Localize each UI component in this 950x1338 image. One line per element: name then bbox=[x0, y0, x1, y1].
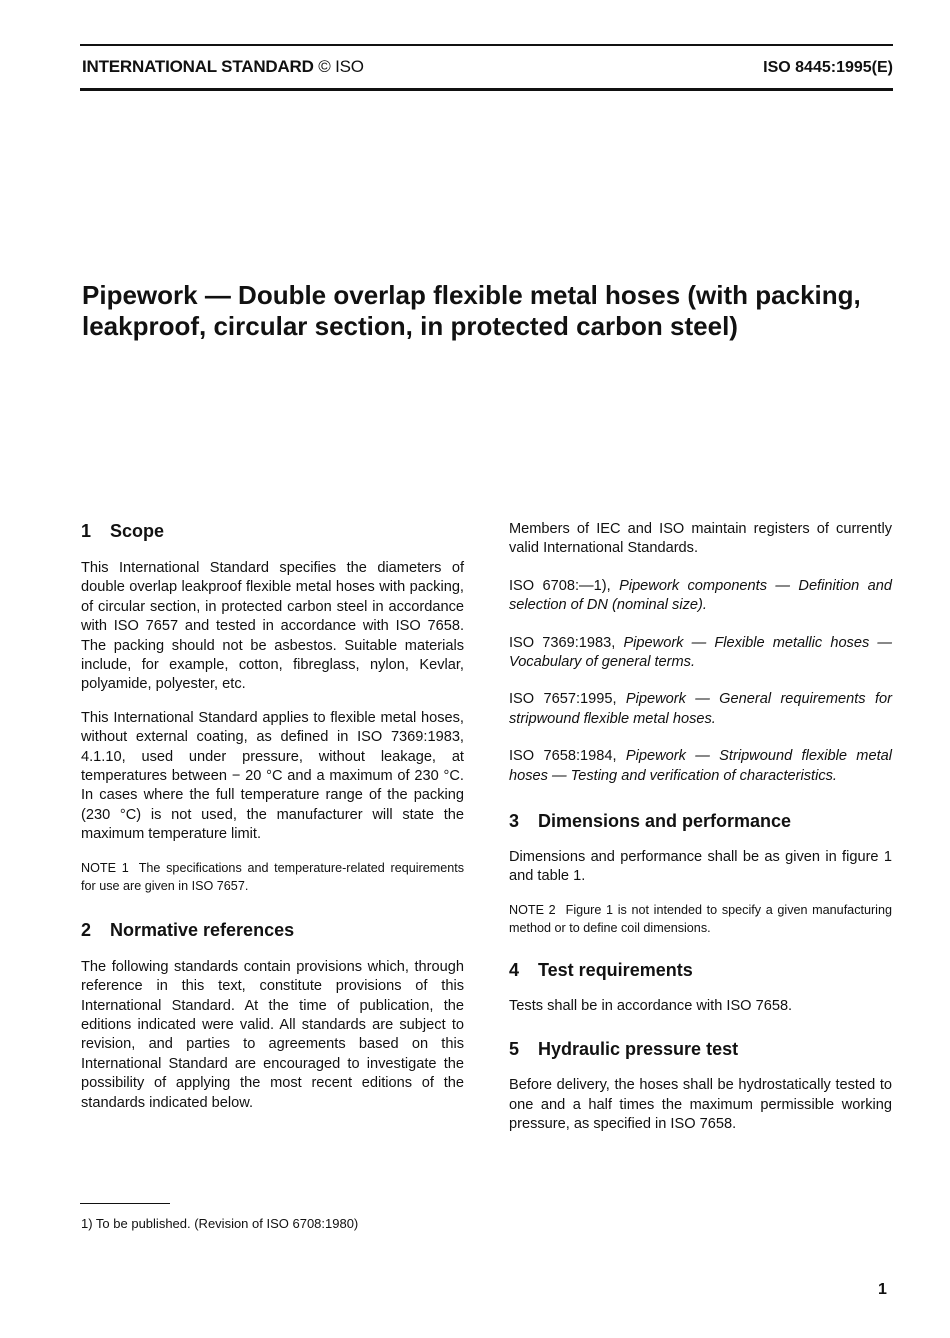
section-title: Test requirements bbox=[538, 959, 693, 980]
reference-code: ISO 7369:1983, bbox=[509, 634, 616, 651]
hydraulic-paragraph: Before delivery, the hoses shall be hydrostatically tested to one and a half times the maximum permissible working pressure, as specified in ISO 7658. bbox=[509, 1077, 892, 1133]
reference-code: ISO 7658:1984, bbox=[509, 748, 617, 765]
note-label: NOTE 2 bbox=[509, 902, 556, 917]
reference-title: Pipework components — Definition and selection of DN (nominal size). bbox=[509, 577, 892, 614]
note-text: Figure 1 is not intended to specify a given manufacturing method or to define coil dimensions. bbox=[509, 902, 892, 935]
note-text: The specifications and temperature-related requirements for use are given in ISO 7657. bbox=[81, 860, 464, 893]
section-1-heading bbox=[81, 520, 464, 542]
reference-code: ISO 7657:1995, bbox=[509, 691, 617, 708]
test-paragraph: Tests shall be in accordance with ISO 7658. bbox=[509, 997, 793, 1014]
copyright-mark: © ISO bbox=[318, 57, 364, 76]
header-bottom-rule bbox=[80, 88, 893, 91]
section-number: 1 bbox=[81, 521, 92, 541]
reference-item bbox=[509, 634, 892, 673]
scope-paragraph-1: This International Standard specifies the diameters of double overlap leakproof flexible metal hoses with packing, of circular section, in protected carbon steel in accordance with ISO 7657 and tested in accordance with ISO 7658. The packing should not be asbestos. Suitable materials include, for example, cotton, fibreglass, nylon, Kevlar, polyamide, polyester, etc. bbox=[81, 560, 464, 693]
section-title: Hydraulic pressure test bbox=[538, 1039, 739, 1060]
note-2 bbox=[509, 901, 892, 937]
normative-paragraph-2: Members of IEC and ISO maintain registers of currently valid International Standards. bbox=[509, 521, 892, 557]
standard-number: ISO 8445:1995(E) bbox=[763, 59, 893, 76]
note-label: NOTE 1 bbox=[81, 860, 129, 875]
scope-paragraph-2: This International Standard applies to flexible metal hoses, without external coating, as defined in ISO 7369:1983, 4.1.10, used under pressure, without leakage, at temperatures between − 20 °C and a maximum of 230 °C. In cases where the full temperature range of the packing (230 °C) is not used, the manufacturer will state the maximum temperature limit. bbox=[81, 709, 464, 843]
section-number: 3 bbox=[509, 811, 520, 832]
page-number: 1 bbox=[878, 1281, 887, 1298]
reference-title: Pipework — Stripwound flexible metal hoses — Testing and verification of characteristics. bbox=[509, 748, 892, 784]
reference-title: Pipework — Flexible metallic hoses — Vocabulary of general terms. bbox=[509, 634, 892, 671]
left-column bbox=[81, 520, 464, 1113]
document-title: Pipework — Double overlap flexible metal hoses (with packing, leakproof, circular section, in protected carbon steel) bbox=[82, 280, 861, 341]
section-title: Scope bbox=[110, 521, 165, 541]
section-number: 5 bbox=[509, 1039, 520, 1060]
section-title: Dimensions and performance bbox=[538, 811, 792, 832]
section-number: 4 bbox=[509, 959, 520, 980]
reference-item bbox=[509, 747, 892, 786]
normative-paragraph-1: The following standards contain provisions which, through reference in this text, constitute provisions of this International Standard. At the time of publication, the editions indicated were valid. All standards are subject to revision, and parties to agreements based on this International Standard are encouraged to investigate the possibility of applying the most recent editions of the standards indicated below. bbox=[81, 958, 464, 1111]
reference-title: Pipework — General requirements for stripwound flexible metal hoses. bbox=[509, 691, 892, 727]
reference-item bbox=[509, 690, 892, 729]
right-column bbox=[509, 520, 892, 1135]
reference-code: ISO 6708:—1), bbox=[509, 577, 611, 594]
section-title: Normative references bbox=[110, 919, 295, 940]
reference-item bbox=[509, 577, 892, 616]
section-4-heading bbox=[509, 959, 892, 981]
section-5-heading bbox=[509, 1038, 892, 1060]
header-top-rule bbox=[80, 44, 893, 46]
document-type-text: INTERNATIONAL STANDARD bbox=[82, 57, 314, 76]
document-type-label bbox=[82, 57, 364, 77]
note-1 bbox=[81, 859, 464, 895]
footnote-separator bbox=[80, 1203, 170, 1204]
dimensions-paragraph: Dimensions and performance shall be as given in figure 1 and table 1. bbox=[509, 849, 892, 885]
section-number: 2 bbox=[81, 919, 92, 940]
section-3-heading bbox=[509, 810, 892, 832]
footnote: 1) To be published. (Revision of ISO 6708:1980) bbox=[81, 1216, 359, 1231]
section-2-heading bbox=[81, 919, 464, 941]
